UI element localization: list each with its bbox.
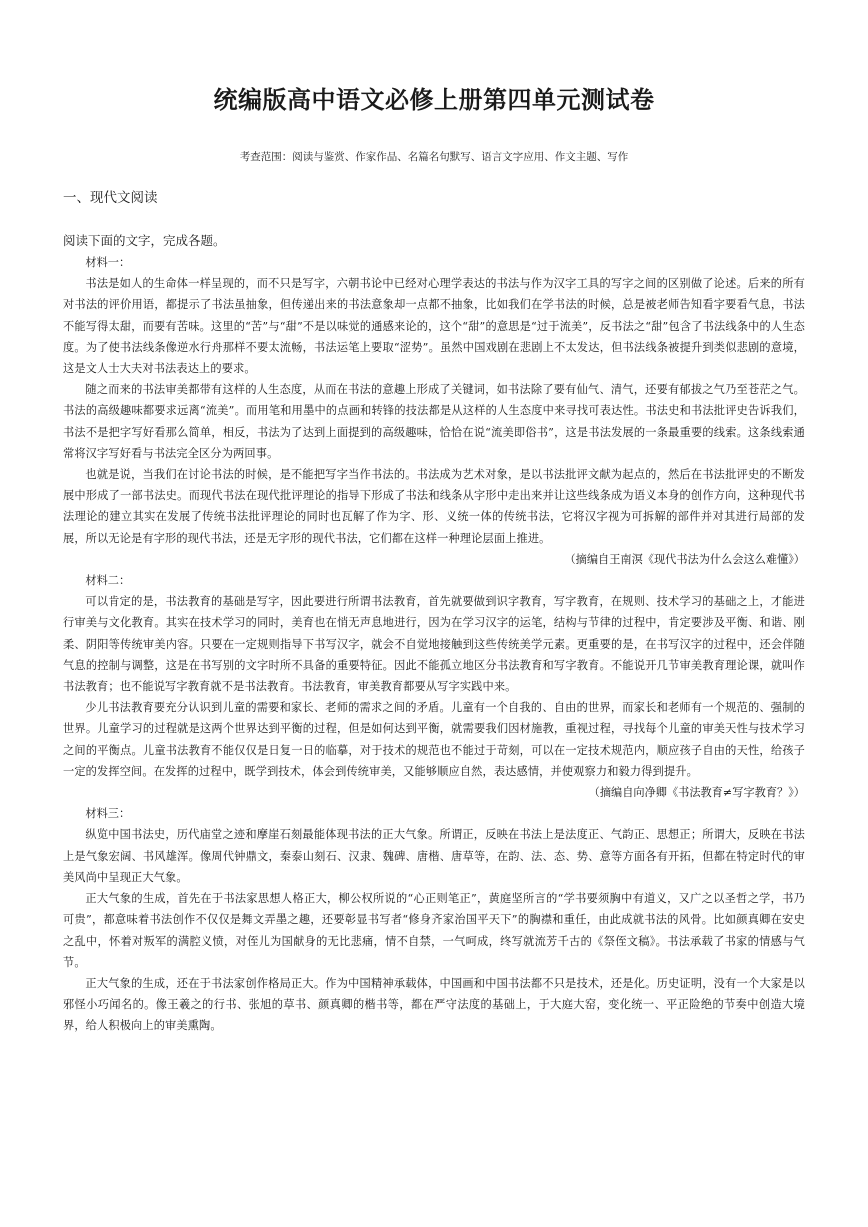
material-1-paragraph-3: 也就是说，当我们在讨论书法的时候，是不能把写字当作书法的。书法成为艺术对象，是以书法批评文献为起点的，然后在书法批评史的不断发展中形成了一部书法史。而现代书法在现代批评理论的指导下形成了书法和线条从字形中走出来并让这些线条成为语义本身的创作方向，这种现代书法理论的建立其实在发展了传统书法批评理论的同时也瓦解了作为字、形、义统一体的传统书法，它将汉字视为可拆解的部件并对其进行局部的发展，所以无论是有字形的现代书法，还是无字形的现代书法，它们都在这样一种理论层面上推进。 [63, 468, 805, 545]
material-1-paragraph-2: 随之而来的书法审美都带有这样的人生态度，从而在书法的意趣上形成了关键词，如书法除了要有仙气、清气，还要有郁拔之气乃至苍茫之气。书法的高级趣味都要求远离“流美”。而用笔和用墨中的点画和转锋的技法都是从这样的人生态度中来寻找可表达性。书法史和书法批评史告诉我们，书法不是把字写好看那么简单，相反，书法为了达到上面提到的高级趣味，恰恰在说“流美即俗书”，这是书法发展的一条最重要的线索。这条线索通常将汉字写好看与书法完全区分为两回事。 [63, 383, 805, 460]
material-1-label: 材料一： [85, 256, 131, 269]
material-1-paragraph-1: 书法是如人的生命体一样呈现的，而不只是写字，六朝书论中已经对心理学表达的书法与作为汉字工具的写字之间的区别做了论述。后来的所有对书法的评价用语，都提示了书法虽抽象，但传递出来的书法意象却一点都不抽象，比如我们在学书法的时候，总是被老师告知看字要看气息，书法不能写得太甜，而要有苦味。这里的“苦”与“甜”不是以味觉的通感来论的，这个“甜”的意思是“过于流美”，反书法之“甜”包含了书法线条中的人生态度。为了使书法线条像逆水行舟那样不要太流畅，书法运笔上要取“涩势”。虽然中国戏剧在悲剧上不太发达，但书法线条被提升到类似悲剧的意境，这是文人士大夫对书法表达上的要求。 [63, 277, 805, 376]
exam-scope: 考查范围：阅读与鉴赏、作家作品、名篇名句默写、语言文字应用、作文主题、写作 [239, 151, 629, 163]
material-3-label: 材料三： [85, 807, 131, 821]
material-3-paragraph-3: 正大气象的生成，还在于书法家创作格局正大。作为中国精神承载体，中国画和中国书法都不只是技术，还是化。历史证明，没有一个大家是以邪怪小巧闻名的。像王羲之的行书、张旭的草书、颜真卿的楷书等，都在严守法度的基础上，于大庭大窑，变化统一、平正险绝的节奏中创造大境界，给人积极向上的审美熏陶。 [63, 976, 805, 1033]
page-title: 统编版高中语文必修上册第四单元测试卷 [213, 86, 655, 114]
section-heading: 一、现代文阅读 [63, 190, 158, 206]
material-2-paragraph-2: 少儿书法教育要充分认识到儿童的需要和家长、老师的需求之间的矛盾。儿童有一个自我的、自由的世界，而家长和老师有一个规范的、强制的世界。儿童学习的过程就是这两个世界达到平衡的过程，但是如何达到平衡，就需要我们因材施教，重视过程，寻找每个儿童的审美天性与技术学习之间的平衡点。儿童书法教育不能仅仅是日复一日的临摹，对于技术的规范也不能过于苛刻，可以在一定技术规范内，顺应孩子自由的天性，给孩子一定的发挥空间。在发挥的过程中，既学到技术，体会到传统审美，又能够顺应自然，表达感情，并使观察力和毅力得到提升。 [63, 701, 805, 778]
material-2-paragraph-1: 可以肯定的是，书法教育的基础是写字，因此要进行所谓书法教育，首先就要做到识字教育，写字教育，在规则、技术学习的基础之上，才能进行审美与文化教育。其实在技术学习的同时，美育也在悄无声息地进行，因为在学习汉字的运笔，结构与节律的过程中，肯定要涉及平衡、和谐、刚柔、阴阳等传统审美内容。只要在一定规则指导下书写汉字，就会不自觉地接触到这些传统美学元素。更重要的是，在书写汉字的过程中，还会伴随气息的控制与调整，这是在书写别的文字时所不具备的重要特征。因此不能孤立地区分书法教育和写字教育。不能说开几节审美教育理论课，就叫作书法教育；也不能说写字教育就不是书法教育。书法教育，审美教育都要从写字实践中来。 [63, 595, 805, 694]
material-2-source: （摘编自向净卿《书法教育≠写字教育？》） [588, 786, 805, 800]
material-3-paragraph-2: 正大气象的生成，首先在于书法家思想人格正大，柳公权所说的“心正则笔正”，黄庭坚所言的“学书要须胸中有道义，又广之以圣哲之学，书乃可贵”，都意味着书法创作不仅仅是舞文弄墨之趣，还要彰显书写者“修身齐家治国平天下”的胸襟和重任，由此成就书法的风骨。比如颜真卿在安史之乱中，怀着对叛军的满腔义愤，对侄儿为国献身的无比悲痛，情不自禁，一气呵成，终写就流芳千古的《祭侄文稿》。书法承载了书家的情感与气节。 [63, 892, 805, 969]
material-3-paragraph-1: 纵览中国书法史，历代庙堂之迹和摩崖石刻最能体现书法的正大气象。所谓正，反映在书法上是法度正、气韵正、思想正；所谓大，反映在书法上是气象宏阔、书风雄浑。像周代钟鼎文，秦泰山刻石、汉隶、魏碑、唐楷、唐草等，在韵、法、态、势、意等方面各有开拓，但都在特定时代的审美风尚中呈现正大气象。 [63, 828, 805, 884]
reading-passage [63, 252, 805, 1037]
instruction-text: 阅读下面的文字，完成各题。 [63, 233, 226, 248]
material-1-source: （摘编自王南溟《现代书法为什么会这么难懂》） [564, 552, 805, 566]
material-2-label: 材料二： [85, 574, 131, 588]
